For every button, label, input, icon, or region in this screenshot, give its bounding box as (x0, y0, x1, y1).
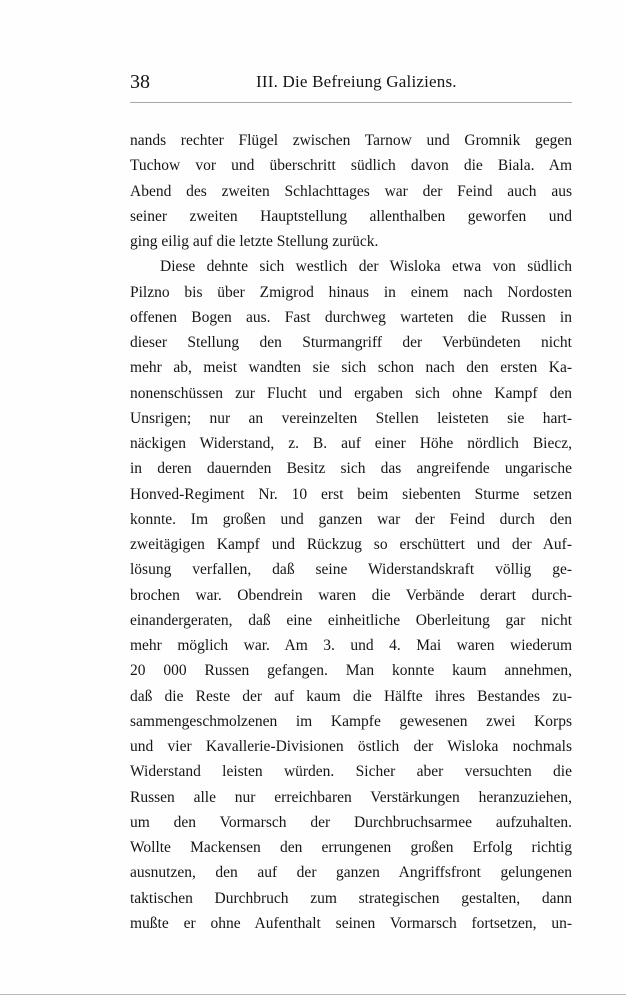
text-line: näckigen Widerstand, z. B. auf einer Höhe nördlich Biecz, (130, 435, 572, 452)
text-line: sammengeschmolzenen im Kampfe gewesenen zwei Korps (130, 712, 572, 730)
header-rule (130, 102, 572, 103)
text-line: mehr ab, meist wandten sie sich schon nach den ersten Ka- (130, 359, 572, 377)
text-line: nands rechter Flügel zwischen Tarnow und Gromnik gegen (130, 132, 572, 149)
text-line-paragraph-end: ging eilig auf die letzte Stellung zurück. (130, 233, 379, 250)
text-line: nonenschüssen zur Flucht und ergaben sich ohne Kampf den (130, 384, 572, 402)
text-line-paragraph-start: Diese dehnte sich westlich der Wisloka etwa von südlich (160, 258, 572, 276)
text-line: zweitägigen Kampf und Rückzug so erschüttert und der Auf- (130, 536, 572, 553)
text-line: brochen war. Obendrein waren die Verbände derart durch- (130, 586, 572, 604)
text-line: ausnutzen, den auf der ganzen Angriffsfront gelungenen (130, 864, 572, 882)
text-line: Tuchow vor und überschritt südlich davon die Biala. Am (130, 157, 572, 175)
text-line: und vier Kavallerie-Divisionen östlich der Wisloka nochmals (130, 738, 572, 755)
text-line: um den Vormarsch der Durchbruchsarmee aufzuhalten. (130, 813, 572, 831)
page-bottom-edge (0, 994, 626, 995)
text-line: Widerstand leisten würden. Sicher aber versuchten die (130, 763, 572, 781)
text-line: lösung verfallen, daß seine Widerstandskraft völlig ge- (130, 561, 572, 579)
body-text (130, 128, 572, 936)
text-line: Wollte Mackensen den errungenen großen Erfolg richtig (130, 839, 572, 856)
text-line: mußte er ohne Aufenthalt seinen Vormarsch fortsetzen, un- (130, 914, 572, 932)
text-line: in deren dauernden Besitz sich das angreifende ungarische (130, 460, 572, 478)
text-line: einandergeraten, daß eine einheitliche Oberleitung gar nicht (130, 611, 572, 629)
text-line: seiner zweiten Hauptstellung allenthalben geworfen und (130, 207, 572, 225)
text-line: mehr möglich war. Am 3. und 4. Mai waren wiederum (130, 637, 572, 654)
page-number: 38 (130, 71, 150, 93)
text-line: 20 000 Russen gefangen. Man konnte kaum annehmen, (130, 662, 572, 680)
text-line: taktischen Durchbruch zum strategischen gestalten, dann (130, 889, 572, 907)
text-line: offenen Bogen aus. Fast durchweg warteten die Russen in (130, 308, 572, 326)
text-line: Honved-Regiment Nr. 10 erst beim siebenten Sturme setzen (130, 485, 572, 503)
text-line: dieser Stellung den Sturmangriff der Verbündeten nicht (130, 334, 572, 351)
text-line: Abend des zweiten Schlachttages war der Feind auch aus (130, 182, 572, 200)
page-header (130, 68, 572, 96)
text-line: Russen alle nur erreichbaren Verstärkungen heranzuziehen, (130, 788, 572, 806)
text-line: Unsrigen; nur an vereinzelten Stellen leisteten sie hart- (130, 409, 572, 427)
text-line: konnte. Im großen und ganzen war der Feind durch den (130, 510, 572, 528)
running-title: III. Die Befreiung Galiziens. (256, 72, 457, 91)
text-line: daß die Reste der auf kaum die Hälfte ihres Bestandes zu- (130, 687, 572, 705)
text-line: Pilzno bis über Zmigrod hinaus in einem nach Nordosten (130, 283, 572, 301)
